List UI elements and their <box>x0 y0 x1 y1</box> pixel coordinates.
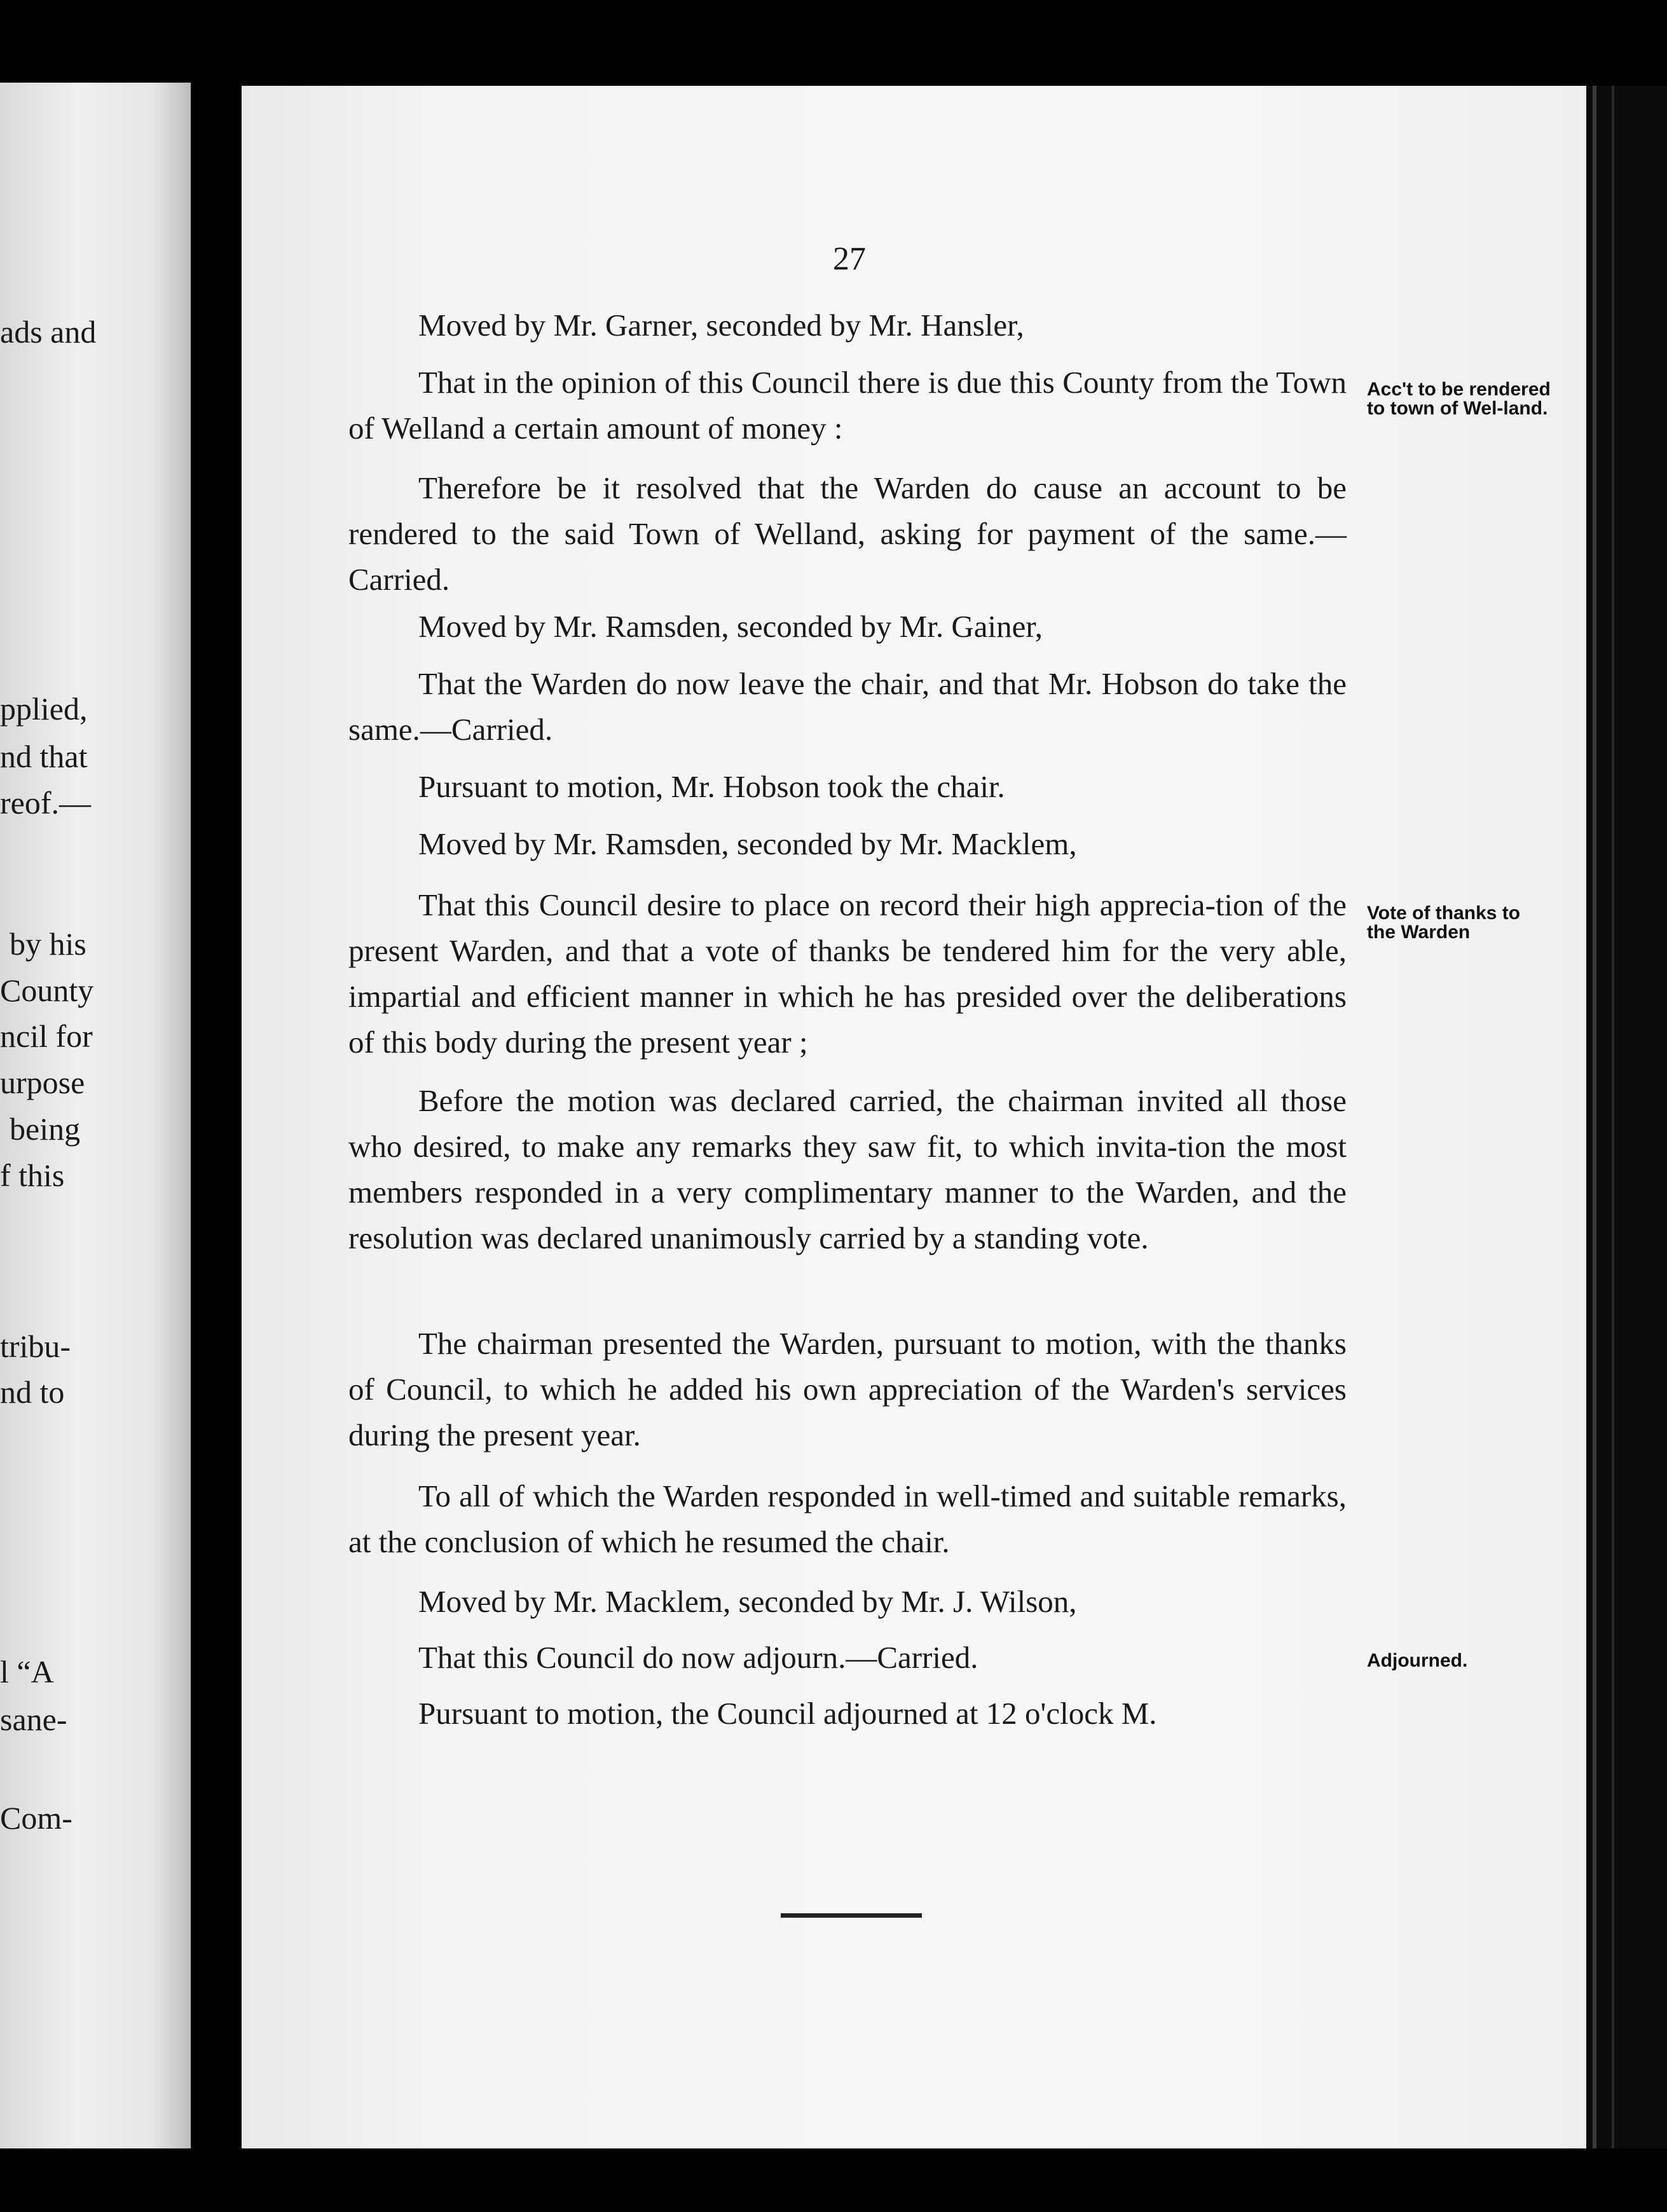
paragraph-adjourned: Pursuant to motion, the Council adjourned at 12 o'clock M. <box>418 1696 1157 1731</box>
facing-page-line: reof.— <box>0 785 91 821</box>
facing-page-line: County <box>0 973 94 1008</box>
paragraph-adjourn-motion: That this Council do now adjourn.—Carried. <box>418 1640 978 1675</box>
facing-page-line: being <box>10 1111 81 1147</box>
margin-note-account: Acc't to be rendered to town of Wel-land. <box>1367 379 1551 419</box>
margin-note-adjourned: Adjourned. <box>1367 1650 1468 1671</box>
facing-page-line: pplied, <box>0 691 88 727</box>
paragraph-motion-ramsden-macklem: Moved by Mr. Ramsden, seconded by Mr. Macklem, <box>418 826 1077 861</box>
paragraph-motion-garner: Moved by Mr. Garner, seconded by Mr. Hansler, <box>418 308 1024 343</box>
page-number: 27 <box>833 241 866 277</box>
facing-page-line: sane- <box>0 1702 67 1737</box>
facing-page-line: nd to <box>0 1374 65 1410</box>
paragraph-remarks: Before the motion was declared carried, the chairman invited all those who desired, to make any remarks they saw fit, to which invita-tion the most members responded in a very complimentary manner to the Warden, and the resolution was declared unanimously carried by a standing vote. <box>348 1083 1347 1255</box>
page-edge <box>1586 86 1667 2148</box>
paragraph-vote-of-thanks: That this Council desire to place on record their high apprecia-tion of the present Warden, and that a vote of thanks be tendered him for the very able, impartial and efficient manner in which he has presided over the deliberations of this body during the present year ; <box>348 887 1347 1060</box>
facing-page-line: ncil for <box>0 1018 93 1054</box>
paragraph-hobson-chair: Pursuant to motion, Mr. Hobson took the chair. <box>418 769 1005 804</box>
facing-page-line: Com- <box>0 1800 72 1836</box>
paragraph-motion-macklem-wilson: Moved by Mr. Macklem, seconded by Mr. J. Wilson, <box>418 1584 1077 1619</box>
paragraph-account-resolution: Therefore be it resolved that the Warden do cause an account to be rendered to the said Town of Welland, asking for payment of the same.—Carried. <box>348 470 1347 597</box>
facing-page-line: by his <box>10 926 86 962</box>
margin-note-vote-thanks: Vote of thanks to the Warden <box>1367 903 1521 943</box>
facing-page-line: ads and <box>0 314 97 350</box>
facing-page-line: l “A <box>0 1654 54 1690</box>
facing-page-line: nd that <box>0 739 88 774</box>
facing-page-line: urpose <box>0 1065 85 1100</box>
paragraph-warden-responded: To all of which the Warden responded in well-timed and suitable remarks, at the conclusion of which he resumed the chair. <box>348 1478 1347 1559</box>
facing-page-line: f this <box>0 1157 65 1193</box>
paragraph-warden-leave-chair: That the Warden do now leave the chair, and that Mr. Hobson do take the same.—Carried. <box>348 666 1347 747</box>
paragraph-thanks-presented: The chairman presented the Warden, pursuant to motion, with the thanks of Council, to which he added his own appreciation of the Warden's services during the present year. <box>348 1326 1347 1452</box>
paragraph-welland-money: That in the opinion of this Council there is due this County from the Town of Welland a certain amount of money : <box>348 365 1347 446</box>
facing-page-line: tribu- <box>0 1328 71 1364</box>
end-rule <box>781 1913 922 1918</box>
facing-page <box>0 83 191 2148</box>
paragraph-motion-ramsden-gainer: Moved by Mr. Ramsden, seconded by Mr. Gainer, <box>418 609 1043 644</box>
